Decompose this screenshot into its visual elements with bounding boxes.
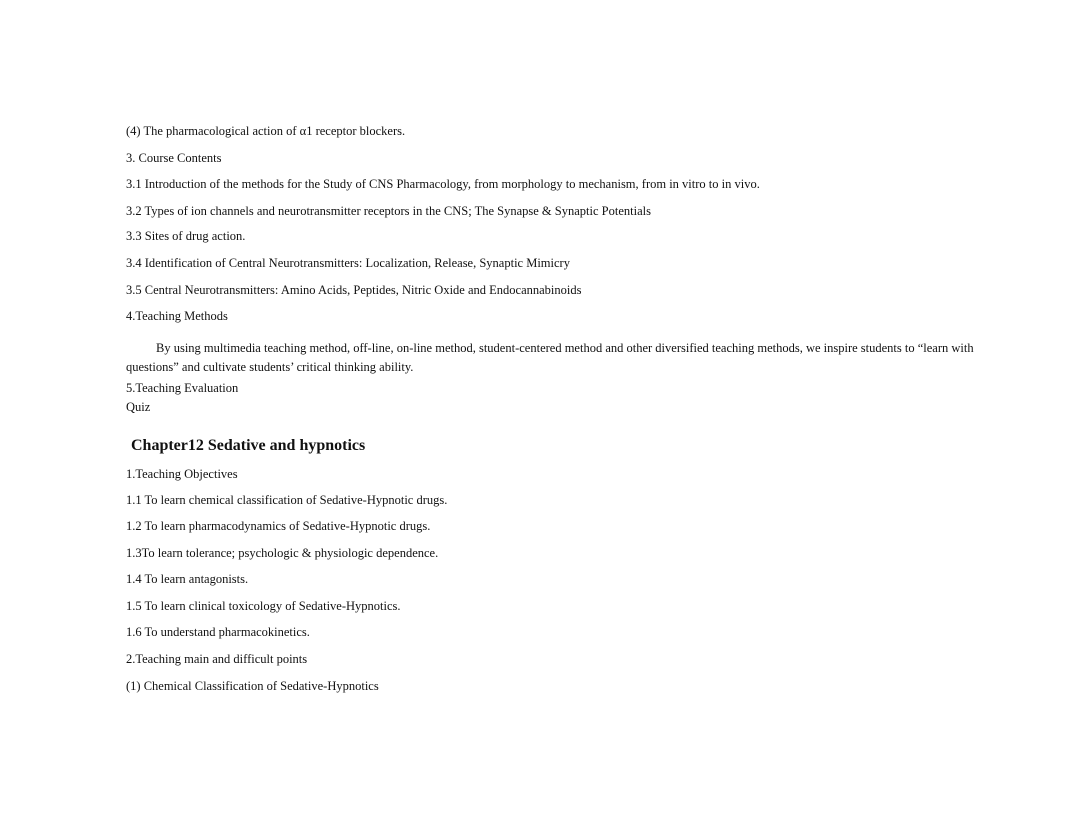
content-item-3-5: 3.5 Central Neurotransmitters: Amino Acids, Peptides, Nitric Oxide and Endocannabinoids xyxy=(126,283,582,297)
quiz-label: Quiz xyxy=(126,400,151,414)
teaching-objectives-heading: 1.Teaching Objectives xyxy=(126,467,238,481)
teaching-methods-heading: 4.Teaching Methods xyxy=(126,309,228,323)
objective-1-6: 1.6 To understand pharmacokinetics. xyxy=(126,625,310,639)
content-item-3-3: 3.3 Sites of drug action. xyxy=(126,229,246,243)
content-item-3-4: 3.4 Identification of Central Neurotransmitters: Localization, Release, Synaptic Mimicry xyxy=(126,256,570,270)
objective-1-5: 1.5 To learn clinical toxicology of Sedative-Hypnotics. xyxy=(126,599,401,613)
teaching-evaluation-heading: 5.Teaching Evaluation xyxy=(126,381,239,395)
objective-1-3: 1.3To learn tolerance; psychologic & physiologic dependence. xyxy=(126,546,439,560)
alpha-blocker-line: (4) The pharmacological action of α1 receptor blockers. xyxy=(126,124,406,138)
chapter-title: Chapter12 Sedative and hypnotics xyxy=(131,437,366,454)
content-item-3-1: 3.1 Introduction of the methods for the Study of CNS Pharmacology, from morphology to mechanism, from in vitro to in vivo. xyxy=(126,177,760,191)
objective-1-1: 1.1 To learn chemical classification of Sedative-Hypnotic drugs. xyxy=(126,493,448,507)
content-item-3-2: 3.2 Types of ion channels and neurotransmitter receptors in the CNS; The Synapse & Synaptic Potentials xyxy=(126,204,651,218)
main-point-1: (1) Chemical Classification of Sedative-Hypnotics xyxy=(126,679,379,693)
course-contents-heading: 3. Course Contents xyxy=(126,151,222,165)
main-points-heading: 2.Teaching main and difficult points xyxy=(126,652,308,666)
objective-1-2: 1.2 To learn pharmacodynamics of Sedative-Hypnotic drugs. xyxy=(126,519,431,533)
objective-1-4: 1.4 To learn antagonists. xyxy=(126,572,249,586)
teaching-methods-paragraph: By using multimedia teaching method, off-line, on-line method, student-centered method and other diversified teaching methods, we inspire students to “learn with questions” and cultivate students’ critical thinking ability. xyxy=(126,341,974,374)
